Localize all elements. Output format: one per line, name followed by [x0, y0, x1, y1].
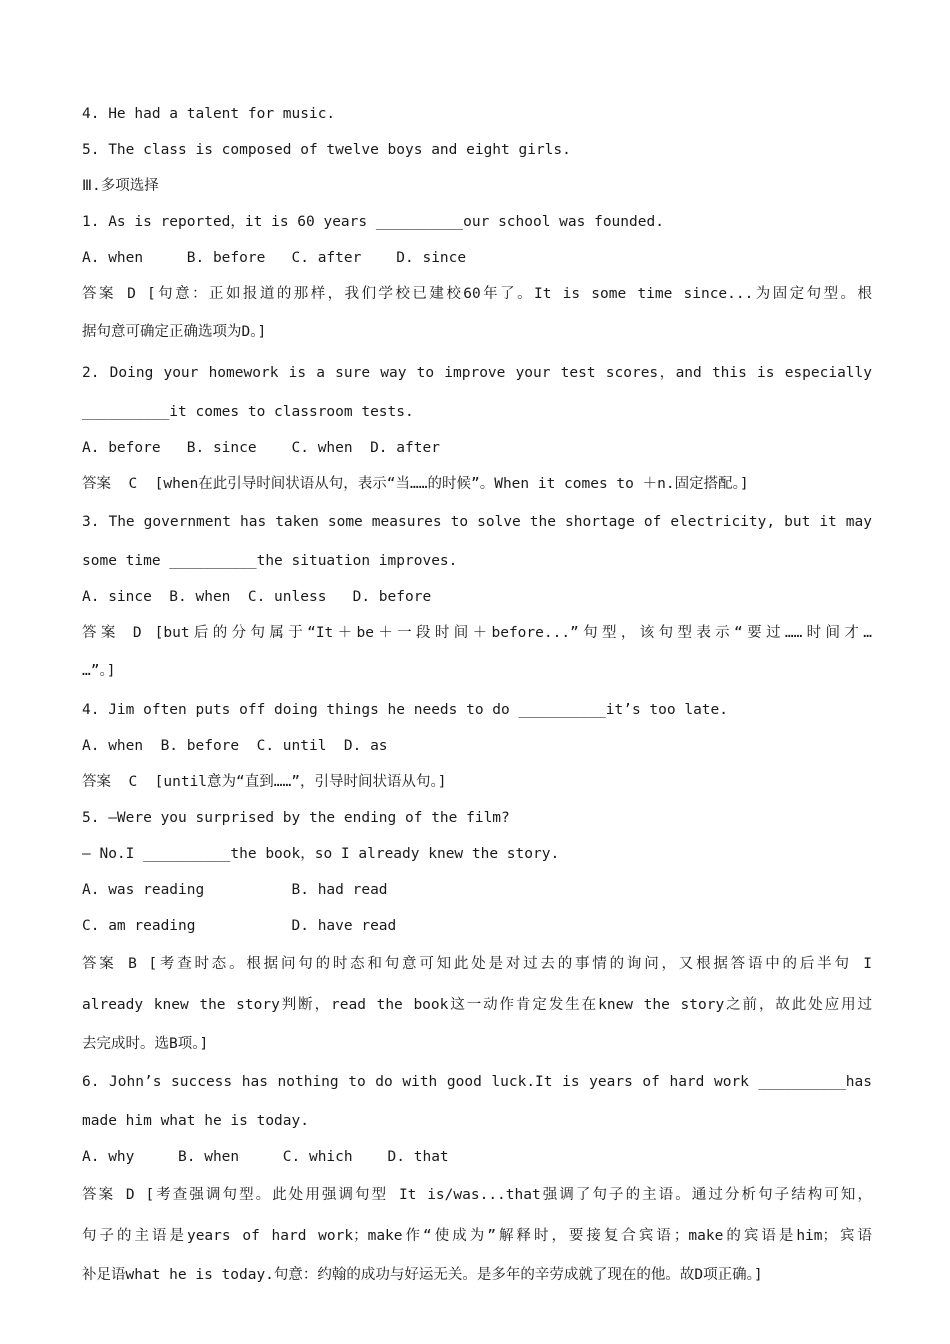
answer-6-end: 补足语what he is today.句意：约翰的成功与好运无关。是多年的辛劳成就了现在的他。故D项正确。] [82, 1267, 763, 1283]
answer-6: 答案 D [考查强调句型。此处用强调句型 It is/was...that强调了句子的主语。通过分析句子结构可知， [82, 1187, 872, 1203]
question-2: 2. Doing your homework is a sure way to improve your test scores，and this is especially [82, 365, 872, 381]
options-1: A. when B. before C. after D. since [82, 250, 467, 266]
section-heading: Ⅲ.多项选择 [82, 178, 159, 194]
answer-1-cont: 据句意可确定正确选项为D。] [82, 324, 267, 340]
document-page [82, 96, 872, 1293]
options-5b: C. am reading D. have read [82, 918, 397, 934]
question-4: 4. Jim often puts off doing things he needs to do __________it’s too late. [82, 702, 729, 718]
answer-5-end: 去完成时。选B项。] [82, 1036, 209, 1052]
answer-4: 答案 C [until意为“直到……”，引导时间状语从句。] [82, 774, 447, 790]
question-6-cont: made him what he is today. [82, 1113, 309, 1129]
question-5-cont: — No.I __________the book，so I already knew the story. [82, 846, 560, 862]
answer-2: 答案 C [when在此引导时间状语从句，表示“当……的时候”。When it comes to ＋n.固定搭配。] [82, 476, 749, 492]
question-6: 6. John’s success has nothing to do with good luck.It is years of hard work __________has [82, 1074, 872, 1090]
answer-5-cont: already knew the story判断，read the book这一动作肯定发生在knew the story之前，故此处应用过 [82, 997, 872, 1013]
answer-3: 答案 D [but后的分句属于“It＋be＋一段时间＋before...”句型，该句型表示“要过……时间才… [82, 625, 872, 641]
question-1: 1. As is reported，it is 60 years __________our school was founded. [82, 214, 664, 230]
question-2-cont: __________it comes to classroom tests. [82, 404, 414, 420]
options-3: A. since B. when C. unless D. before [82, 589, 432, 605]
options-6: A. why B. when C. which D. that [82, 1149, 449, 1165]
options-2: A. before B. since C. when D. after [82, 440, 440, 456]
text-line: 5. The class is composed of twelve boys and eight girls. [82, 142, 571, 158]
answer-6-cont: 句子的主语是years of hard work；make作“使成为”解释时，要接复合宾语；make的宾语是him；宾语 [82, 1228, 872, 1244]
options-5a: A. was reading B. had read [82, 882, 388, 898]
answer-5: 答案 B [考查时态。根据问句的时态和句意可知此处是对过去的事情的询问，又根据答语中的后半句 I [82, 956, 872, 972]
options-4: A. when B. before C. until D. as [82, 738, 388, 754]
text-line: 4. He had a talent for music. [82, 106, 336, 122]
question-3: 3. The government has taken some measures to solve the shortage of electricity, but it may [82, 514, 872, 530]
answer-1: 答案 D [句意：正如报道的那样，我们学校已建校60年了。It is some time since...为固定句型。根 [82, 286, 872, 302]
question-3-cont: some time __________the situation improves. [82, 553, 458, 569]
question-5: 5. —Were you surprised by the ending of the film? [82, 810, 510, 826]
answer-3-cont: …”。] [82, 663, 116, 679]
